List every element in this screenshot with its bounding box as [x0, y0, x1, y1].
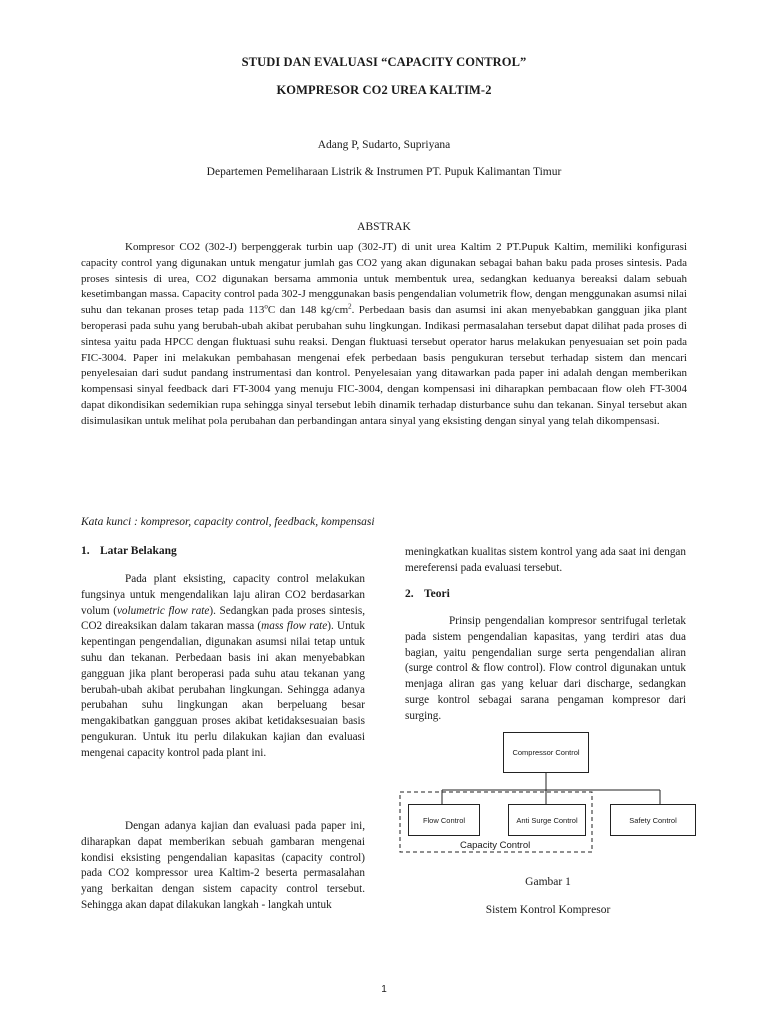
section-2-paragraph-1: Prinsip pengendalian kompresor sentrifugal terletak pada sistem pengendalian kapasitas, yang terdiri atas dua bagian, yaitu pengendalian surge serta pengendalian aliran (surge control & flow control). Flow control digunakan untuk menjaga aliran gas yang keluar dari discharge, sedangkan surge kontrol sebagai sarana pengaman kompresor dari surging.: [405, 615, 686, 722]
section-1-paragraph-2: Dengan adanya kajian dan evaluasi pada paper ini, diharapkan dapat memberikan sebuah gambaran mengenai kondisi eksisting pengendalian kapasitas (capacity control) pada CO2 kompressor urea Kaltim-2 beserta permasalahan yang berkaitan dengan sistem capacity control tersebut. Sehingga akan dapat dilakukan langkah - langkah untuk: [81, 820, 365, 911]
abstract-body: Kompresor CO2 (302-J) berpenggerak turbin uap (302-JT) di unit urea Kaltim 2 PT.Pupuk Kaltim, memiliki konfigurasi capacity control yang digunakan untuk mengatur jumlah gas CO2 yang akan digunakan sebagai bahan baku pada proses sintesis. Pada proses sintesis di urea, CO2 digunakan bersama ammonia untuk membentuk urea, sedangkan keduanya bereaksi dalam sebuah kesetimbangan massa. Capacity control pada 302-J menggunakan basis pengendalian volumetrik flow, dengan menggunakan asumsi nilai suhu dan tekanan proses tetap pada 113$^o$C dan 148 $kg/cm^2$. Perbedaan basis dan asumsi ini akan menyebabkan gangguan jika plant beroperasi pada suhu yang berubah-ubah akibat perubahan suhu lingkungan. Indikasi permasalahan tersebut dapat dilihat pada proses di sintesa yaitu pada HPCC dengan fluktuasi suhu reaksi. Dengan fluktuasi tersebut operator harus melakukan penyesuaian set poin pada FIC-3004. Paper ini melakukan pembahasan mengenai efek perbedaan basis pengukuran tersebut terhadap sistem dan mencari penyelesaian dari sudut pandang instrumentasi dan kontrol. Penyelesaian yang ditawarkan pada paper ini adalah dengan memberikan kompensasi sinyal feedback dari FT-3004 yang menuju FIC-3004, dengan kompensasi ini diharapkan pembacaan flow oleh FT-3004 dapat dikondisikan sedemikian rupa sehingga sinyal tersebut lebih dinamik terhadap disturbance suhu dan tekanan. Sinyal tersebut akan disimulasikan untuk melihat pola perubahan dan perbandingan antara sinyal yang eksisting dengan sinyal yang telah dikompensasi.: [81, 241, 687, 427]
abstract-heading: ABSTRAK: [357, 221, 411, 233]
figure-caption-title: Sistem Kontrol Kompresor: [485, 904, 611, 916]
page-number: 1: [381, 984, 387, 995]
anti-surge-control-box: Anti Surge Control: [508, 804, 586, 836]
section-1-heading: 1. Latar Belakang: [81, 545, 177, 557]
system-diagram: [398, 728, 698, 858]
section-1-paragraph-2-continued: meningkatkan kualitas sistem kontrol yang ada saat ini dengan mereferensi pada evaluasi tersebut.: [405, 546, 686, 574]
safety-control-box: Safety Control: [610, 804, 696, 836]
affiliation: Departemen Pemeliharaan Listrik & Instrumen PT. Pupuk Kalimantan Timur: [206, 166, 562, 178]
flow-control-box: Flow Control: [408, 804, 480, 836]
authors: Adang P, Sudarto, Supriyana: [317, 139, 451, 151]
section-2-heading: 2. Teori: [405, 588, 450, 600]
capacity-control-label: Capacity Control: [460, 840, 531, 851]
keywords: Kata kunci : kompresor, capacity control, feedback, kompensasi: [81, 516, 375, 528]
paper-title-line1: STUDI DAN EVALUASI “CAPACITY CONTROL”: [241, 55, 527, 69]
compressor-control-box: Compressor Control: [503, 732, 589, 773]
paper-title-line2: KOMPRESOR CO2 UREA KALTIM-2: [276, 83, 492, 97]
section-1-paragraph-1: Pada plant eksisting, capacity control melakukan fungsinya untuk mengendalikan laju aliran CO2 berdasarkan volum (volumetric flow rate). Sedangkan pada proses sintesis, CO2 direaksikan dalam takaran massa (mass flow rate). Untuk kepentingan pengendalian, digunakan asumsi nilai tetap untuk suhu dan tekanan. Perbedaan basis ini akan menyebabkan gangguan jika plant beroperasi pada suhu atau tekanan yang berubah-ubah akibat perubahan lingkungan. Sehingga adanya perubahan suhu lingkungan akan berpeluang besar mengakibatkan gangguan proses akibat ketidaksesuaian basis pengukuran. Untuk itu perlu dilakukan kajian dan evaluasi mengenai capacity kontrol pada plant ini.: [81, 573, 366, 759]
figure-caption-number: Gambar 1: [525, 876, 571, 888]
